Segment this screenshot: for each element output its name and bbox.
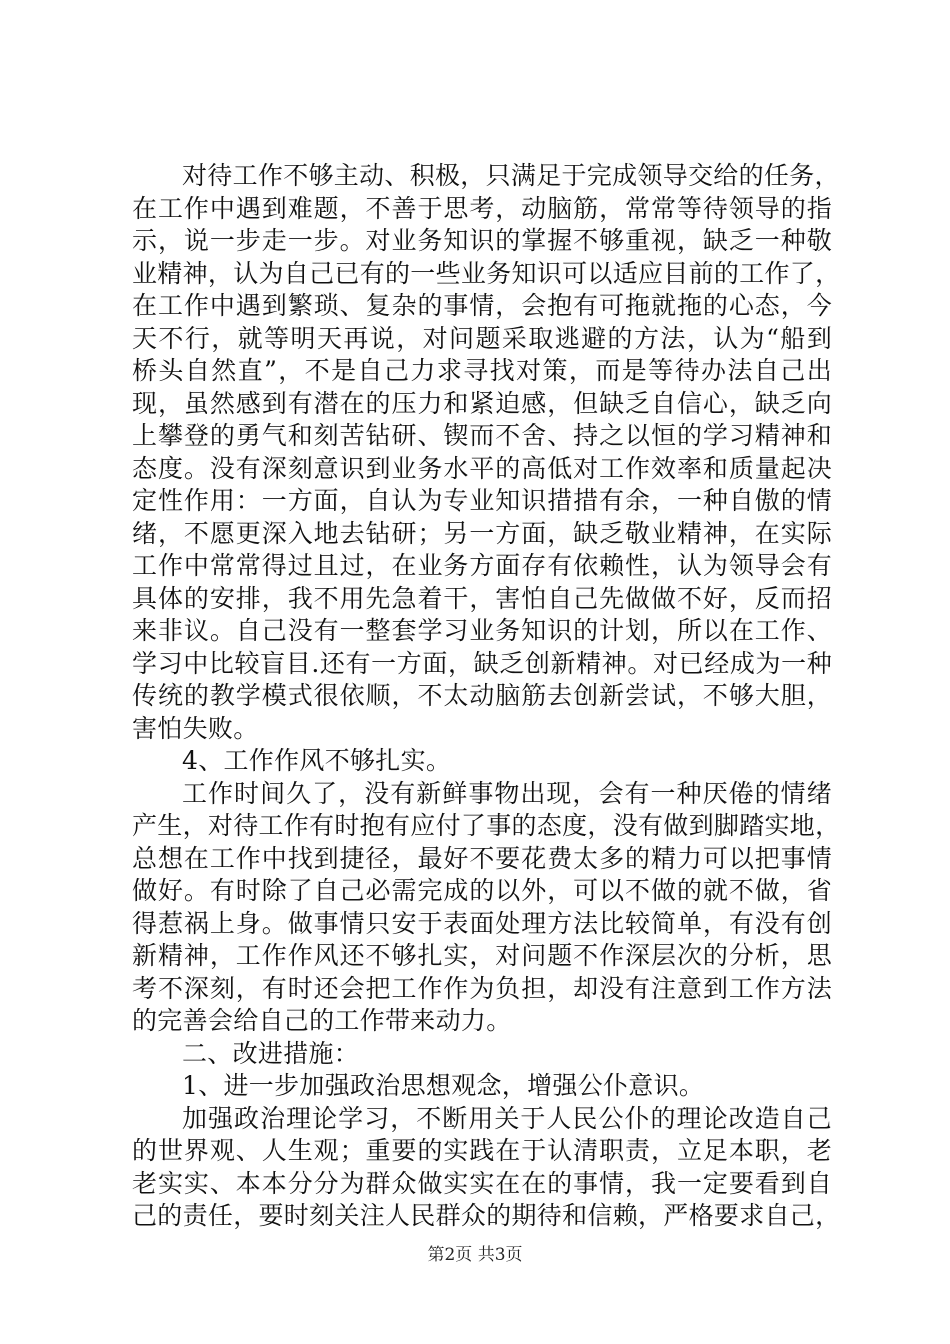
paragraph-line: 天不行，就等明天再说，对问题采取逃避的方法，认为“船到	[132, 323, 832, 353]
paragraph-line: 工作时间久了，没有新鲜事物出现，会有一种厌倦的情绪	[182, 778, 832, 808]
paragraph-line: 得惹祸上身。做事情只安于表面处理方法比较简单，有没有创	[132, 908, 832, 938]
paragraph-line: 示，说一步走一步。对业务知识的掌握不够重视，缺乏一种敬	[132, 226, 832, 255]
section-heading: 1、进一步加强政治思想观念，增强公仆意识。	[182, 1071, 705, 1100]
section-heading: 二、改进措施：	[182, 1038, 360, 1068]
paragraph-line: 害怕失败。	[132, 713, 259, 743]
paragraph-line: 加强政治理论学习，不断用关于人民公仆的理论改造自己	[182, 1103, 832, 1133]
document-body	[132, 160, 841, 1233]
paragraph-line: 工作中常常得过且过，在业务方面存有依赖性，认为领导会有	[132, 551, 832, 580]
paragraph-line: 的完善会给自己的工作带来动力。	[132, 1006, 512, 1035]
paragraph-line: 学习中比较盲目.还有一方面，缺乏创新精神。对已经成为一种	[132, 648, 832, 678]
paragraph-line: 做好。有时除了自己必需完成的以外，可以不做的就不做，省	[132, 876, 832, 905]
paragraph-line: 业精神，认为自己已有的一些业务知识可以适应目前的工作了，	[132, 258, 841, 288]
paragraph-line: 在工作中遇到难题，不善于思考，动脑筋，常常等待领导的指	[132, 193, 832, 223]
paragraph-line: 对待工作不够主动、积极，只满足于完成领导交给的任务，	[182, 161, 840, 190]
paragraph-line: 己的责任，要时刻关注人民群众的期待和信赖，严格要求自己，	[132, 1201, 841, 1230]
paragraph-line: 考不深刻，有时还会把工作作为负担，却没有注意到工作方法	[132, 973, 832, 1003]
paragraph-line: 现，虽然感到有潜在的压力和紧迫感，但缺乏自信心，缺乏向	[132, 388, 832, 418]
paragraph-line: 在工作中遇到繁琐、复杂的事情，会抱有可拖就拖的心态，今	[132, 291, 832, 320]
page-number-footer: 第2页 共3页	[427, 1245, 523, 1265]
paragraph-line: 具体的安排，我不用先急着干，害怕自己先做做不好，反而招	[132, 583, 832, 613]
paragraph-line: 产生，对待工作有时抱有应付了事的态度，没有做到脚踏实地，	[132, 811, 841, 840]
paragraph-line: 上攀登的勇气和刻苦钻研、锲而不舍、持之以恒的学习精神和	[132, 421, 832, 450]
paragraph-line: 态度。没有深刻意识到业务水平的高低对工作效率和质量起决	[132, 453, 832, 483]
paragraph-line: 总想在工作中找到捷径，最好不要花费太多的精力可以把事情	[132, 843, 832, 873]
section-heading: 4、工作作风不够扎实。	[182, 746, 452, 775]
paragraph-line: 桥头自然直”，不是自己力求寻找对策，而是等待办法自己出	[132, 356, 832, 385]
paragraph-line: 绪，不愿更深入地去钻研；另一方面，缺乏敬业精神，在实际	[132, 518, 832, 548]
paragraph-line: 的世界观、人生观；重要的实践在于认清职责，立足本职，老	[132, 1136, 832, 1165]
paragraph-line: 老实实、本本分分为群众做实实在在的事情，我一定要看到自	[132, 1168, 832, 1198]
paragraph-line: 定性作用：一方面，自认为专业知识措措有余，一种自傲的情	[132, 486, 832, 515]
paragraph-line: 新精神，工作作风还不够扎实，对问题不作深层次的分析，思	[132, 941, 832, 970]
paragraph-line: 来非议。自己没有一整套学习业务知识的计划，所以在工作、	[132, 616, 832, 645]
paragraph-line: 传统的教学模式很依顺，不太动脑筋去创新尝试，不够大胆，	[132, 681, 832, 710]
